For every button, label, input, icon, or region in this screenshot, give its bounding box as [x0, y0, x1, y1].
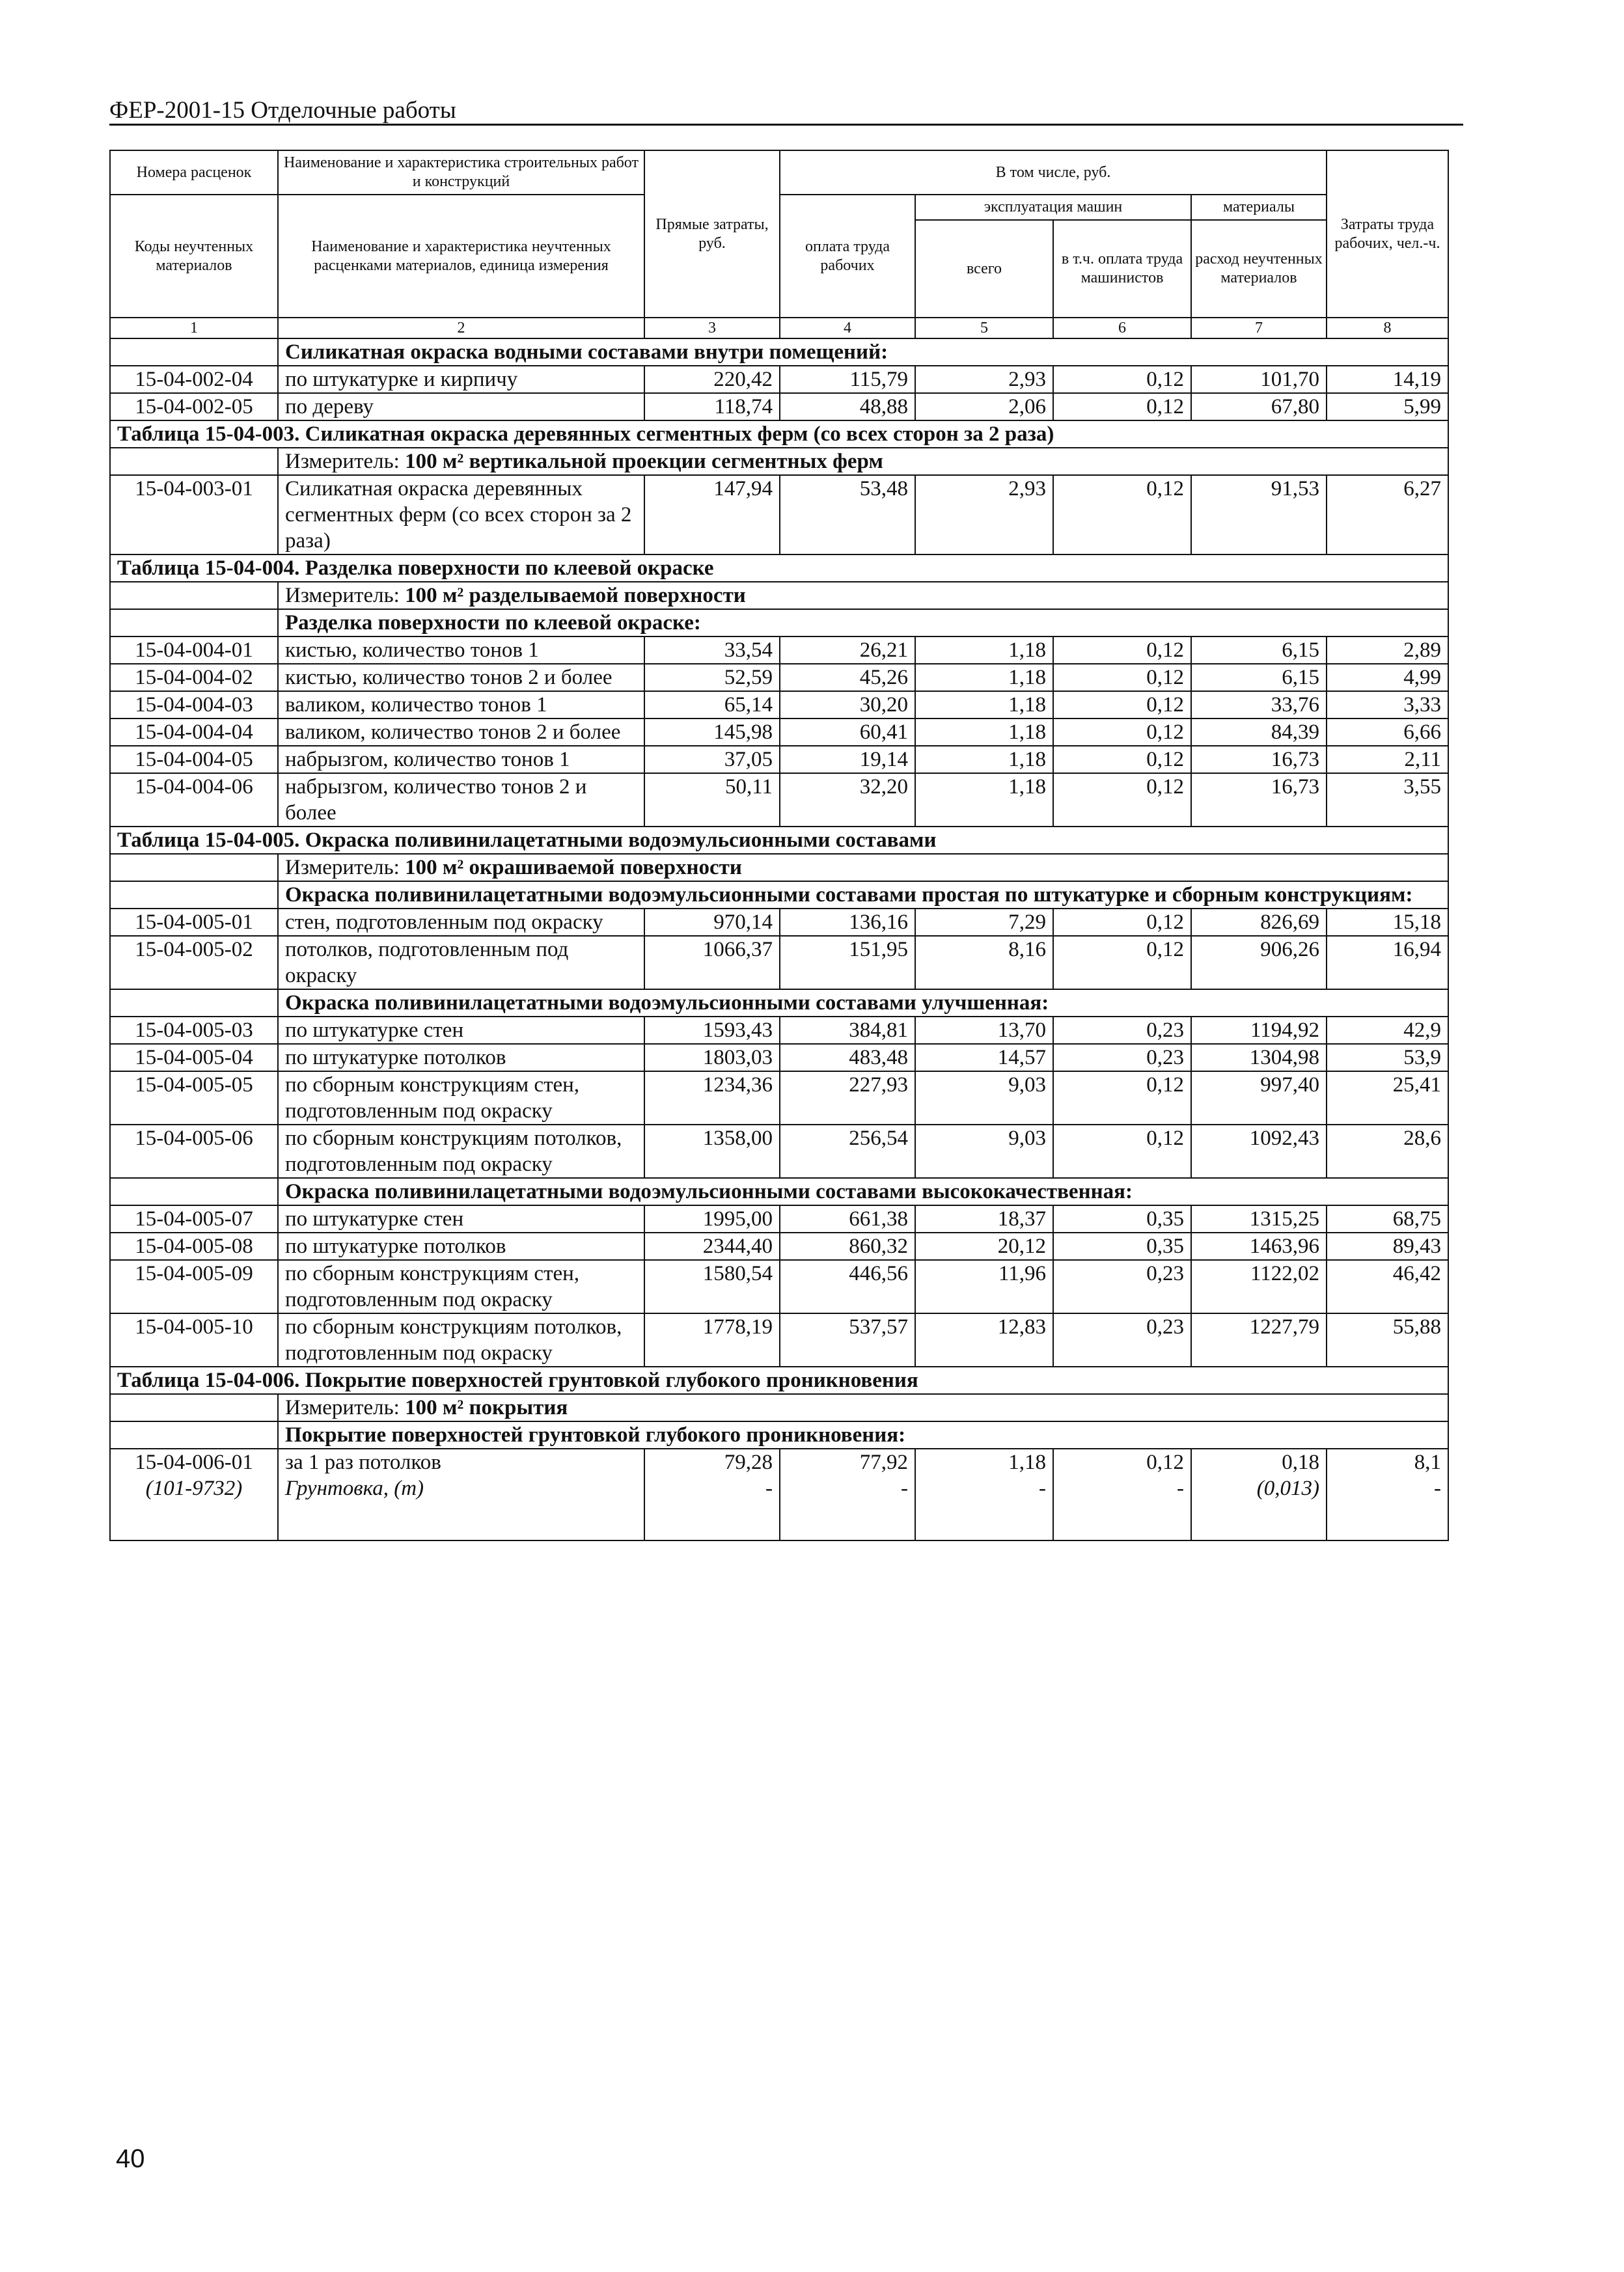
table-row — [110, 909, 1448, 936]
machines-total: 1,18 — [915, 664, 1053, 691]
measure-row — [110, 448, 1448, 475]
section-heading — [110, 1178, 1448, 1205]
machinists-pay: 0,23 — [1053, 1260, 1191, 1313]
labor-pay: 77,92 — [780, 1449, 915, 1475]
rate-code: 15-04-004-03 — [110, 691, 278, 719]
table-row — [110, 636, 1448, 664]
direct-costs: 970,14 — [644, 909, 780, 936]
direct-costs: 1066,37 — [644, 936, 780, 989]
table-title — [110, 420, 1448, 448]
labor-pay: - — [780, 1475, 915, 1540]
rate-code: 15-04-004-02 — [110, 664, 278, 691]
labor-hours: 89,43 — [1327, 1233, 1448, 1260]
materials: 33,76 — [1191, 691, 1327, 719]
col8-header: Затраты труда рабочих, чел.-ч. — [1327, 150, 1448, 318]
rate-code: 15-04-005-07 — [110, 1205, 278, 1233]
price-table — [109, 150, 1449, 1541]
rate-code: 15-04-005-03 — [110, 1017, 278, 1044]
labor-pay: 256,54 — [780, 1125, 915, 1178]
direct-costs: 1358,00 — [644, 1125, 780, 1178]
materials: 91,53 — [1191, 475, 1327, 554]
measure-row — [110, 1394, 1448, 1421]
rate-name: по дереву — [278, 393, 644, 420]
materials: 1227,79 — [1191, 1313, 1327, 1367]
material-row — [110, 1475, 1448, 1540]
labor-pay: 115,79 — [780, 366, 915, 393]
machinists-pay: 0,12 — [1053, 1125, 1191, 1178]
measure-value: 100 м² покрытия — [405, 1396, 568, 1419]
col-num: 5 — [915, 318, 1053, 338]
machines-header: эксплуатация машин — [915, 195, 1191, 220]
measure-value: 100 м² разделываемой поверхности — [405, 584, 746, 607]
rate-name: стен, подготовленным под окраску — [278, 909, 644, 936]
machines-total: 1,18 — [915, 773, 1053, 827]
rate-code: 15-04-004-06 — [110, 773, 278, 827]
col-num: 8 — [1327, 318, 1448, 338]
rate-name: по сборным конструкциям стен, подготовленным под окраску — [278, 1260, 644, 1313]
col2-header-top: Наименование и характеристика строительных работ и конструкций — [278, 150, 644, 195]
rate-code: 15-04-005-09 — [110, 1260, 278, 1313]
machines-total: 1,18 — [915, 719, 1053, 746]
labor-pay: 32,20 — [780, 773, 915, 827]
labor-hours: 15,18 — [1327, 909, 1448, 936]
labor-pay: 227,93 — [780, 1071, 915, 1125]
materials: 16,73 — [1191, 773, 1327, 827]
machinists-pay: - — [1053, 1475, 1191, 1540]
machines-total: 9,03 — [915, 1125, 1053, 1178]
direct-costs: 1803,03 — [644, 1044, 780, 1071]
machines-total: 9,03 — [915, 1071, 1053, 1125]
materials: 906,26 — [1191, 936, 1327, 989]
machinists-pay: 0,12 — [1053, 636, 1191, 664]
materials: 826,69 — [1191, 909, 1327, 936]
labor-pay: 661,38 — [780, 1205, 915, 1233]
rate-name: по штукатурке стен — [278, 1205, 644, 1233]
machinists-pay: 0,35 — [1053, 1233, 1191, 1260]
labor-hours: 16,94 — [1327, 936, 1448, 989]
rate-code: 15-04-004-05 — [110, 746, 278, 773]
machines-total: 11,96 — [915, 1260, 1053, 1313]
machinists-pay: 0,23 — [1053, 1313, 1191, 1367]
measure-row — [110, 582, 1448, 609]
section-title: Окраска поливинилацетатными водоэмульсионными составами улучшенная: — [278, 989, 1448, 1017]
rate-name: набрызгом, количество тонов 2 и более — [278, 773, 644, 827]
material-code: (101-9732) — [110, 1475, 278, 1540]
labor-hours: 5,99 — [1327, 393, 1448, 420]
col3-header: Прямые затраты, руб. — [644, 150, 780, 318]
rate-name: кистью, количество тонов 2 и более — [278, 664, 644, 691]
table-row — [110, 664, 1448, 691]
table-row — [110, 366, 1448, 393]
machines-total: 1,18 — [915, 636, 1053, 664]
rate-code: 15-04-005-04 — [110, 1044, 278, 1071]
rate-name: валиком, количество тонов 1 — [278, 691, 644, 719]
materials: 997,40 — [1191, 1071, 1327, 1125]
rate-code: 15-04-005-05 — [110, 1071, 278, 1125]
materials: 1315,25 — [1191, 1205, 1327, 1233]
table-row — [110, 1125, 1448, 1178]
section-heading — [110, 609, 1448, 636]
direct-costs: - — [644, 1475, 780, 1540]
machinists-pay: 0,12 — [1053, 746, 1191, 773]
materials: 6,15 — [1191, 636, 1327, 664]
machinists-pay: 0,12 — [1053, 719, 1191, 746]
direct-costs: 65,14 — [644, 691, 780, 719]
section-heading — [110, 1421, 1448, 1449]
table-title — [110, 827, 1448, 854]
labor-pay: 60,41 — [780, 719, 915, 746]
machinists-pay: 0,12 — [1053, 393, 1191, 420]
rate-code: 15-04-005-06 — [110, 1125, 278, 1178]
machines-total: 12,83 — [915, 1313, 1053, 1367]
col2-header-bottom: Наименование и характеристика неучтенных расценками материалов, единица измерения — [278, 195, 644, 318]
direct-costs: 147,94 — [644, 475, 780, 554]
table-row — [110, 1260, 1448, 1313]
header-row-1 — [110, 150, 1448, 195]
materials: 101,70 — [1191, 366, 1327, 393]
machines-total: - — [915, 1475, 1053, 1540]
rate-name: за 1 раз потолков — [278, 1449, 644, 1475]
machines-total: 1,18 — [915, 746, 1053, 773]
labor-pay: 48,88 — [780, 393, 915, 420]
table-row — [110, 1313, 1448, 1367]
col1-header-top: Номера расценок — [110, 150, 278, 195]
col-num: 7 — [1191, 318, 1327, 338]
table-title-006: Таблица 15-04-006. Покрытие поверхностей грунтовкой глубокого проникновения — [110, 1367, 1448, 1394]
page-number: 40 — [116, 2144, 145, 2173]
col6-header: в т.ч. оплата труда машинистов — [1053, 220, 1191, 318]
section-heading — [110, 881, 1448, 909]
rate-name: набрызгом, количество тонов 1 — [278, 746, 644, 773]
machines-total: 2,93 — [915, 475, 1053, 554]
direct-costs: 1593,43 — [644, 1017, 780, 1044]
table-row — [110, 1205, 1448, 1233]
materials: 84,39 — [1191, 719, 1327, 746]
table-row — [110, 1044, 1448, 1071]
materials: 67,80 — [1191, 393, 1327, 420]
rate-code: 15-04-004-04 — [110, 719, 278, 746]
machines-total: 1,18 — [915, 1449, 1053, 1475]
machines-total: 13,70 — [915, 1017, 1053, 1044]
materials: 1194,92 — [1191, 1017, 1327, 1044]
machinists-pay: 0,12 — [1053, 936, 1191, 989]
table-row — [110, 475, 1448, 554]
rate-name: по штукатурке и кирпичу — [278, 366, 644, 393]
column-numbers-row — [110, 318, 1448, 338]
labor-pay: 537,57 — [780, 1313, 915, 1367]
direct-costs: 118,74 — [644, 393, 780, 420]
col-num: 3 — [644, 318, 780, 338]
labor-pay: 151,95 — [780, 936, 915, 989]
incl-header: В том числе, руб. — [780, 150, 1327, 195]
machinists-pay: 0,35 — [1053, 1205, 1191, 1233]
table-row — [110, 719, 1448, 746]
materials: 6,15 — [1191, 664, 1327, 691]
direct-costs: 1580,54 — [644, 1260, 780, 1313]
rate-name: валиком, количество тонов 2 и более — [278, 719, 644, 746]
rate-code: 15-04-006-01 — [110, 1449, 278, 1475]
labor-hours: 6,66 — [1327, 719, 1448, 746]
col-num: 4 — [780, 318, 915, 338]
labor-hours: 8,1 — [1327, 1449, 1448, 1475]
materials: (0,013) — [1191, 1475, 1327, 1540]
rate-name: кистью, количество тонов 1 — [278, 636, 644, 664]
direct-costs: 37,05 — [644, 746, 780, 773]
measure-label: Измеритель: — [285, 584, 406, 607]
machinists-pay: 0,23 — [1053, 1017, 1191, 1044]
rate-code: 15-04-005-02 — [110, 936, 278, 989]
direct-costs: 33,54 — [644, 636, 780, 664]
table-row — [110, 936, 1448, 989]
table-title — [110, 1367, 1448, 1394]
measure-value: 100 м² окрашиваемой поверхности — [405, 856, 742, 879]
rate-code: 15-04-005-08 — [110, 1233, 278, 1260]
labor-pay: 483,48 — [780, 1044, 915, 1071]
machines-total: 14,57 — [915, 1044, 1053, 1071]
section-heading — [110, 338, 1448, 366]
col-num: 6 — [1053, 318, 1191, 338]
labor-pay: 446,56 — [780, 1260, 915, 1313]
table-row — [110, 1017, 1448, 1044]
section-heading — [110, 989, 1448, 1017]
table-title-004: Таблица 15-04-004. Разделка поверхности по клеевой окраске — [110, 554, 1448, 582]
table-row — [110, 1071, 1448, 1125]
machinists-pay: 0,12 — [1053, 773, 1191, 827]
materials: 1122,02 — [1191, 1260, 1327, 1313]
col5-header: всего — [915, 220, 1053, 318]
direct-costs: 1995,00 — [644, 1205, 780, 1233]
labor-pay: 860,32 — [780, 1233, 915, 1260]
table-title — [110, 554, 1448, 582]
table-row — [110, 773, 1448, 827]
rate-code: 15-04-004-01 — [110, 636, 278, 664]
direct-costs: 79,28 — [644, 1449, 780, 1475]
col-num: 1 — [110, 318, 278, 338]
labor-hours: 28,6 — [1327, 1125, 1448, 1178]
direct-costs: 50,11 — [644, 773, 780, 827]
machines-total: 20,12 — [915, 1233, 1053, 1260]
col7-header: расход неучтенных материалов — [1191, 220, 1327, 318]
materials-header: материалы — [1191, 195, 1327, 220]
section-title: Разделка поверхности по клеевой окраске: — [278, 609, 1448, 636]
rate-name: по штукатурке стен — [278, 1017, 644, 1044]
labor-hours: 14,19 — [1327, 366, 1448, 393]
section-title: Окраска поливинилацетатными водоэмульсионными составами простая по штукатурке и сборным конструкциям: — [278, 881, 1448, 909]
table-row — [110, 393, 1448, 420]
machines-total: 8,16 — [915, 936, 1053, 989]
page-header: ФЕР-2001-15 Отделочные работы — [109, 98, 1463, 126]
labor-hours: 53,9 — [1327, 1044, 1448, 1071]
labor-hours: 3,55 — [1327, 773, 1448, 827]
table-title-005: Таблица 15-04-005. Окраска поливинилацетатными водоэмульсионными составами — [110, 827, 1448, 854]
direct-costs: 1778,19 — [644, 1313, 780, 1367]
table-row — [110, 691, 1448, 719]
table-row — [110, 746, 1448, 773]
labor-pay: 384,81 — [780, 1017, 915, 1044]
labor-hours: 2,89 — [1327, 636, 1448, 664]
machines-total: 1,18 — [915, 691, 1053, 719]
machinists-pay: 0,12 — [1053, 366, 1191, 393]
materials: 1304,98 — [1191, 1044, 1327, 1071]
labor-hours: 68,75 — [1327, 1205, 1448, 1233]
rate-name: Силикатная окраска деревянных сегментных ферм (со всех сторон за 2 раза) — [278, 475, 644, 554]
machines-total: 2,93 — [915, 366, 1053, 393]
rate-code: 15-04-002-05 — [110, 393, 278, 420]
rate-name: потолков, подготовленным под окраску — [278, 936, 644, 989]
direct-costs: 220,42 — [644, 366, 780, 393]
table-row — [110, 1233, 1448, 1260]
materials: 1092,43 — [1191, 1125, 1327, 1178]
section-title: Окраска поливинилацетатными водоэмульсионными составами высококачественная: — [278, 1178, 1448, 1205]
section-title: Покрытие поверхностей грунтовкой глубокого проникновения: — [278, 1421, 1448, 1449]
labor-hours: - — [1327, 1475, 1448, 1540]
rate-name: по сборным конструкциям потолков, подготовленным под окраску — [278, 1313, 644, 1367]
rate-code: 15-04-003-01 — [110, 475, 278, 554]
labor-hours: 3,33 — [1327, 691, 1448, 719]
rate-code: 15-04-002-04 — [110, 366, 278, 393]
machines-total: 7,29 — [915, 909, 1053, 936]
measure-label: Измеритель: — [285, 450, 406, 473]
direct-costs: 145,98 — [644, 719, 780, 746]
materials: 16,73 — [1191, 746, 1327, 773]
material-name: Грунтовка, (т) — [278, 1475, 644, 1540]
section-title: Силикатная окраска водными составами внутри помещений: — [278, 338, 1448, 366]
table-title-003: Таблица 15-04-003. Силикатная окраска деревянных сегментных ферм (со всех сторон за 2 раза) — [110, 420, 1448, 448]
labor-hours: 42,9 — [1327, 1017, 1448, 1044]
machinists-pay: 0,12 — [1053, 909, 1191, 936]
col1-header-bottom: Коды неучтенных материалов — [110, 195, 278, 318]
rate-name: по штукатурке потолков — [278, 1233, 644, 1260]
machinists-pay: 0,12 — [1053, 1071, 1191, 1125]
machinists-pay: 0,12 — [1053, 475, 1191, 554]
machinists-pay: 0,23 — [1053, 1044, 1191, 1071]
machinists-pay: 0,12 — [1053, 1449, 1191, 1475]
materials: 0,18 — [1191, 1449, 1327, 1475]
rate-name: по сборным конструкциям потолков, подготовленным под окраску — [278, 1125, 644, 1178]
col4-header: оплата труда рабочих — [780, 195, 915, 318]
measure-label: Измеритель: — [285, 856, 406, 879]
col-num: 2 — [278, 318, 644, 338]
materials: 1463,96 — [1191, 1233, 1327, 1260]
labor-hours: 2,11 — [1327, 746, 1448, 773]
rate-code: 15-04-005-10 — [110, 1313, 278, 1367]
machines-total: 18,37 — [915, 1205, 1053, 1233]
labor-pay: 53,48 — [780, 475, 915, 554]
direct-costs: 52,59 — [644, 664, 780, 691]
labor-pay: 30,20 — [780, 691, 915, 719]
labor-hours: 46,42 — [1327, 1260, 1448, 1313]
labor-hours: 6,27 — [1327, 475, 1448, 554]
direct-costs: 2344,40 — [644, 1233, 780, 1260]
machinists-pay: 0,12 — [1053, 664, 1191, 691]
labor-hours: 25,41 — [1327, 1071, 1448, 1125]
rate-code: 15-04-005-01 — [110, 909, 278, 936]
machines-total: 2,06 — [915, 393, 1053, 420]
labor-hours: 4,99 — [1327, 664, 1448, 691]
labor-hours: 55,88 — [1327, 1313, 1448, 1367]
measure-row — [110, 854, 1448, 881]
machinists-pay: 0,12 — [1053, 691, 1191, 719]
rate-name: по сборным конструкциям стен, подготовленным под окраску — [278, 1071, 644, 1125]
measure-label: Измеритель: — [285, 1396, 406, 1419]
direct-costs: 1234,36 — [644, 1071, 780, 1125]
labor-pay: 19,14 — [780, 746, 915, 773]
rate-name: по штукатурке потолков — [278, 1044, 644, 1071]
labor-pay: 45,26 — [780, 664, 915, 691]
labor-pay: 136,16 — [780, 909, 915, 936]
labor-pay: 26,21 — [780, 636, 915, 664]
table-row — [110, 1449, 1448, 1475]
measure-value: 100 м² вертикальной проекции сегментных ферм — [405, 450, 883, 473]
